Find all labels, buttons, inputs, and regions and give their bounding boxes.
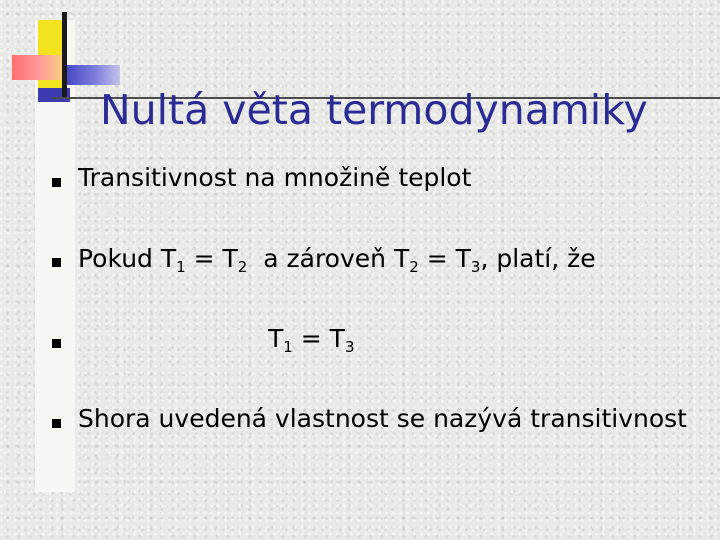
- text-segment: = T: [185, 244, 238, 273]
- subscript: 3: [470, 258, 481, 276]
- slide-title: Nultá věta termodynamiky: [100, 86, 648, 134]
- text-segment: , platí, že: [480, 244, 596, 273]
- bullet-square-icon: [52, 258, 61, 267]
- text-segment: T: [268, 324, 284, 353]
- subscript: 1: [176, 258, 186, 276]
- bullet-text-2: [78, 244, 596, 274]
- bullet-text-4: Shora uvedená vlastnost se nazývá transitivnost: [78, 404, 687, 433]
- text-segment: = T: [418, 244, 471, 273]
- text-segment: = T: [292, 324, 345, 353]
- bullet-square-icon: [52, 339, 61, 348]
- subscript: 2: [237, 258, 248, 276]
- decorative-red-bar: [12, 55, 62, 80]
- subscript: 3: [344, 338, 355, 356]
- bullet-square-icon: [52, 419, 61, 428]
- text-segment: Pokud T: [78, 244, 177, 273]
- bullet-square-icon: [52, 178, 61, 187]
- decorative-blue-bar: [65, 65, 120, 85]
- decorative-vertical-line: [62, 12, 67, 98]
- bullet-text-1: Transitivnost na množině teplot: [78, 163, 472, 192]
- text-segment: a zároveň T: [247, 244, 410, 273]
- bullet-text-3: [268, 324, 355, 354]
- subscript: 2: [409, 258, 419, 276]
- subscript: 1: [283, 338, 293, 356]
